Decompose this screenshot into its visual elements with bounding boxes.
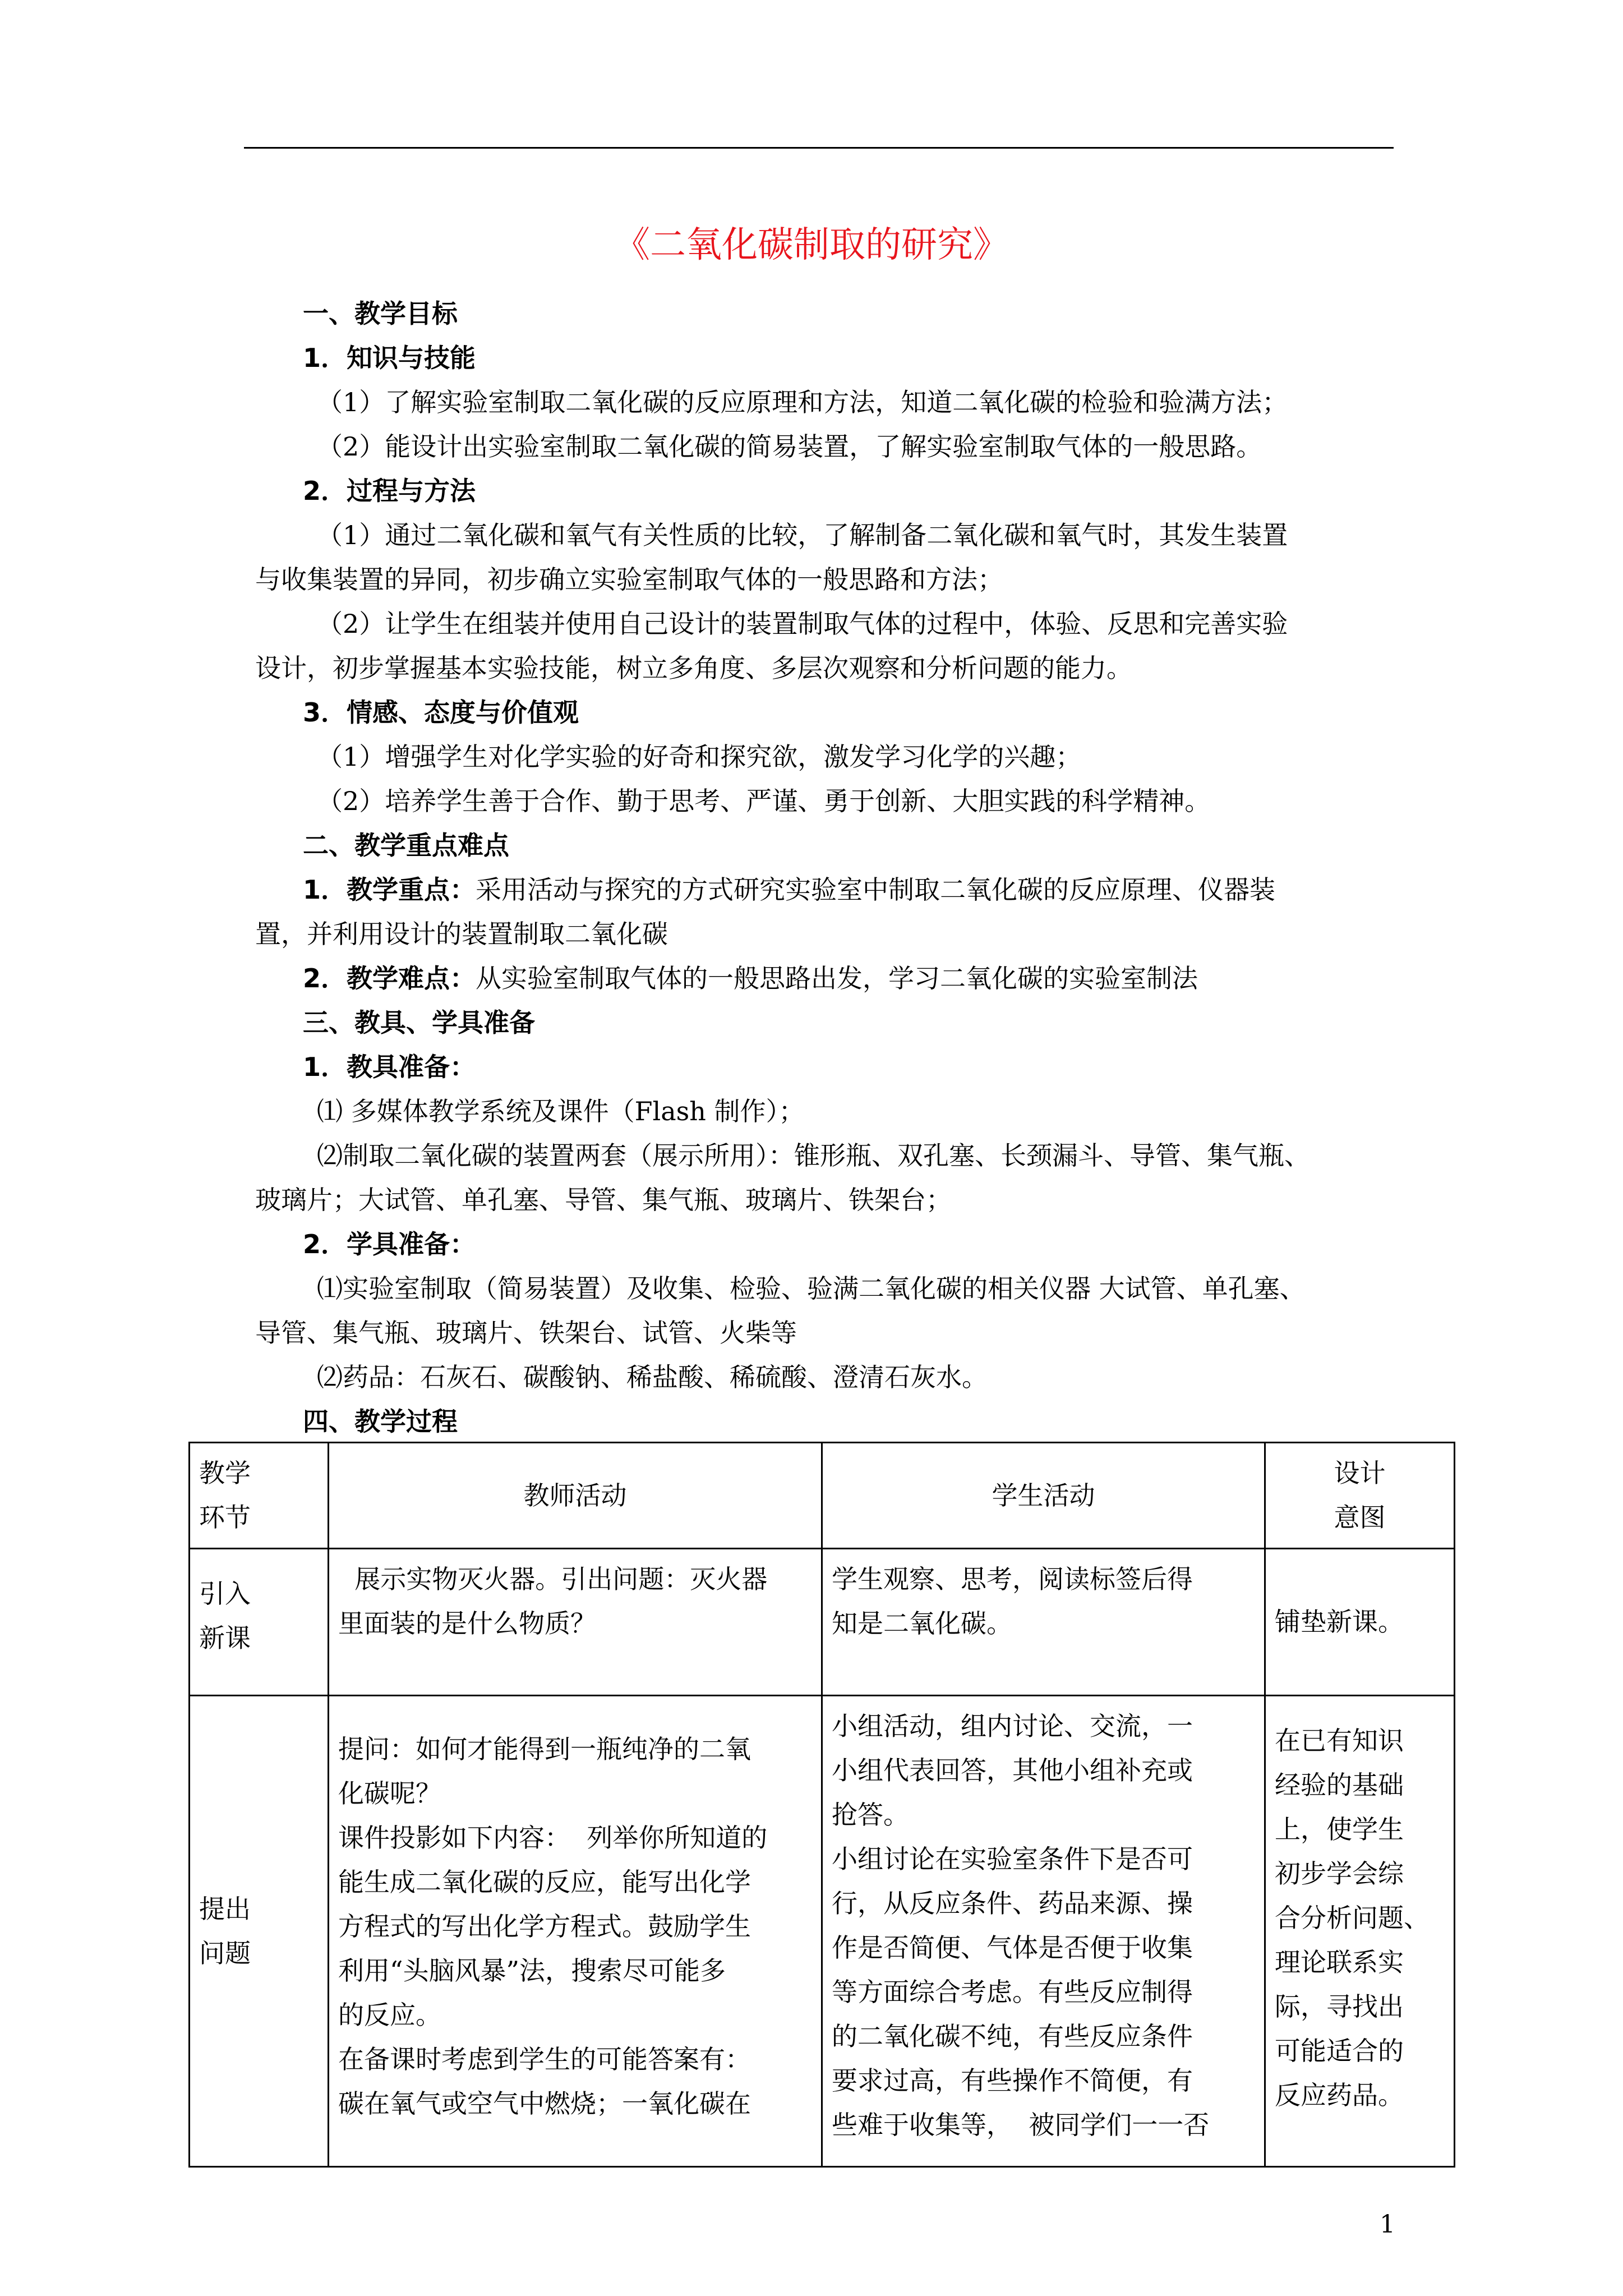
cell-line: 上，使学生 <box>1275 1814 1404 1844</box>
subheading-teaching-materials: 1．教具准备： <box>303 1052 476 1082</box>
cell-line: 行，从反应条件、药品来源、操 <box>832 1888 1193 1918</box>
header-rule <box>244 147 1394 149</box>
header-intent-line: 意图 <box>1334 1502 1386 1533</box>
subheading-attitude-values: 3．情感、态度与价值观 <box>303 697 579 728</box>
subheading-student-materials: 2．学具准备： <box>303 1229 476 1259</box>
document-body <box>255 292 1399 1444</box>
paragraph: ⑴ 多媒体教学系统及课件（Flash 制作）； <box>317 1096 805 1126</box>
cell-line: 初步学会综 <box>1275 1858 1404 1889</box>
cell-line: 知是二氧化碳。 <box>832 1608 1012 1639</box>
paragraph: 导管、集气瓶、玻璃片、铁架台、试管、火柴等 <box>255 1318 797 1348</box>
cell-line: 展示实物灭火器。引出问题：灭火器 <box>338 1564 768 1594</box>
paragraph: ⑴实验室制取（简易装置）及收集、检验、验满二氧化碳的相关仪器 大试管、单孔塞、 <box>317 1273 1306 1304</box>
section-heading-process: 四、教学过程 <box>303 1406 458 1437</box>
paragraph: （1）了解实验室制取二氧化碳的反应原理和方法，知道二氧化碳的检验和验满方法； <box>317 387 1288 417</box>
cell-line: 在备课时考虑到学生的可能答案有： <box>338 2044 751 2074</box>
paragraph: （2）培养学生善于合作、勤于思考、严谨、勇于创新、大胆实践的科学精神。 <box>317 786 1211 816</box>
cell-line: 要求过高，有些操作不简便，有 <box>832 2065 1193 2096</box>
paragraph-key-point <box>255 868 1399 912</box>
cell-line: 理论联系实 <box>1275 1947 1404 1977</box>
cell-line: 里面装的是什么物质？ <box>338 1608 596 1639</box>
teaching-process-table <box>188 1442 1455 2168</box>
cell-stage <box>190 1696 329 2167</box>
cell-intent: 铺垫新课。 <box>1265 1549 1455 1696</box>
paragraph: 设计，初步掌握基本实验技能，树立多角度、多层次观察和分析问题的能力。 <box>255 653 1132 683</box>
paragraph: （2）能设计出实验室制取二氧化碳的简易装置，了解实验室制取气体的一般思路。 <box>317 431 1262 462</box>
header-intent-line: 设计 <box>1334 1458 1386 1488</box>
paragraph: 玻璃片；大试管、单孔塞、导管、集气瓶、玻璃片、铁架台； <box>255 1185 952 1215</box>
cell-line: 的二氧化碳不纯，有些反应条件 <box>832 2021 1193 2051</box>
text-difficulty: 从实验室制取气体的一般思路出发，学习二氧化碳的实验室制法 <box>476 963 1198 993</box>
paragraph: ⑵药品：石灰石、碳酸钠、稀盐酸、稀硫酸、澄清石灰水。 <box>317 1362 988 1392</box>
label-key-point: 1．教学重点： <box>303 875 476 905</box>
cell-line: 些难于收集等， 被同学们一一否 <box>832 2110 1210 2140</box>
paragraph: （2）让学生在组装并使用自己设计的装置制取气体的过程中，体验、反思和完善实验 <box>317 609 1288 639</box>
header-stage <box>190 1443 329 1549</box>
cell-student <box>822 1696 1265 2167</box>
cell-stage <box>190 1549 329 1696</box>
paragraph: 与收集装置的异同，初步确立实验室制取气体的一般思路和方法； <box>255 564 1003 595</box>
cell-line: 学生观察、思考，阅读标签后得 <box>832 1564 1193 1594</box>
cell-line: 化碳呢？ <box>338 1778 441 1809</box>
cell-line: 新课 <box>199 1623 251 1653</box>
section-heading-materials: 三、教具、学具准备 <box>303 1007 535 1038</box>
header-stage-line: 教学 <box>199 1458 251 1488</box>
paragraph-difficulty <box>255 956 1399 1001</box>
header-teacher-activity: 教师活动 <box>329 1443 822 1549</box>
cell-teacher <box>329 1696 822 2167</box>
cell-line: 在已有知识 <box>1275 1726 1404 1756</box>
cell-line: 作是否简便、气体是否便于收集 <box>832 1932 1193 1963</box>
cell-line: 小组代表回答，其他小组补充或 <box>832 1755 1193 1786</box>
page-number: 1 <box>1380 2210 1395 2239</box>
cell-line: 合分析问题、 <box>1275 1903 1430 1933</box>
cell-line: 引入 <box>199 1579 251 1609</box>
header-design-intent <box>1265 1443 1455 1549</box>
subheading-process-method: 2．过程与方法 <box>303 476 476 506</box>
cell-line: 反应药品。 <box>1275 2080 1404 2110</box>
label-difficulty: 2．教学难点： <box>303 963 476 993</box>
paragraph: 置，并利用设计的装置制取二氧化碳 <box>255 919 668 949</box>
paragraph: ⑵制取二氧化碳的装置两套（展示所用）：锥形瓶、双孔塞、长颈漏斗、导管、集气瓶、 <box>317 1140 1310 1171</box>
cell-line: 能生成二氧化碳的反应，能写出化学 <box>338 1867 751 1897</box>
cell-line: 小组活动，组内讨论、交流，一 <box>832 1711 1193 1741</box>
table-row <box>190 1696 1455 2167</box>
cell-line: 等方面综合考虑。有些反应制得 <box>832 1977 1193 2007</box>
header-student-activity: 学生活动 <box>822 1443 1265 1549</box>
paragraph: （1）增强学生对化学实验的好奇和探究欲，激发学习化学的兴趣； <box>317 742 1082 772</box>
section-heading-key-points: 二、教学重点难点 <box>303 830 509 861</box>
cell-line: 可能适合的 <box>1275 2036 1404 2066</box>
cell-line: 际，寻找出 <box>1275 1991 1404 2022</box>
cell-line: 问题 <box>199 1938 251 1968</box>
document-title: 《二氧化碳制取的研究》 <box>614 224 1009 266</box>
cell-teacher <box>329 1549 822 1696</box>
table-row <box>190 1549 1455 1696</box>
subheading-knowledge-skills: 1．知识与技能 <box>303 343 476 373</box>
cell-line: 小组讨论在实验室条件下是否可 <box>832 1844 1193 1874</box>
section-heading-objectives: 一、教学目标 <box>303 298 458 329</box>
paragraph: （1）通过二氧化碳和氧气有关性质的比较，了解制备二氧化碳和氧气时，其发生装置 <box>317 520 1288 550</box>
table-header-row <box>190 1443 1455 1549</box>
cell-line: 利用“头脑风暴”法，搜索尽可能多 <box>338 1955 726 1986</box>
cell-line: 经验的基础 <box>1275 1770 1404 1800</box>
cell-line: 提问：如何才能得到一瓶纯净的二氧 <box>338 1734 751 1764</box>
cell-line: 碳在氧气或空气中燃烧；一氧化碳在 <box>338 2088 751 2119</box>
cell-intent <box>1265 1696 1455 2167</box>
cell-line: 课件投影如下内容： 列举你所知道的 <box>338 1823 768 1853</box>
cell-line: 方程式的写出化学方程式。鼓励学生 <box>338 1911 751 1941</box>
cell-line: 的反应。 <box>338 2000 441 2030</box>
cell-line: 抢答。 <box>832 1800 909 1830</box>
header-stage-line: 环节 <box>199 1502 251 1533</box>
text-key-point: 采用活动与探究的方式研究实验室中制取二氧化碳的反应原理、仪器装 <box>476 875 1276 905</box>
cell-student <box>822 1549 1265 1696</box>
cell-line: 提出 <box>199 1893 251 1924</box>
